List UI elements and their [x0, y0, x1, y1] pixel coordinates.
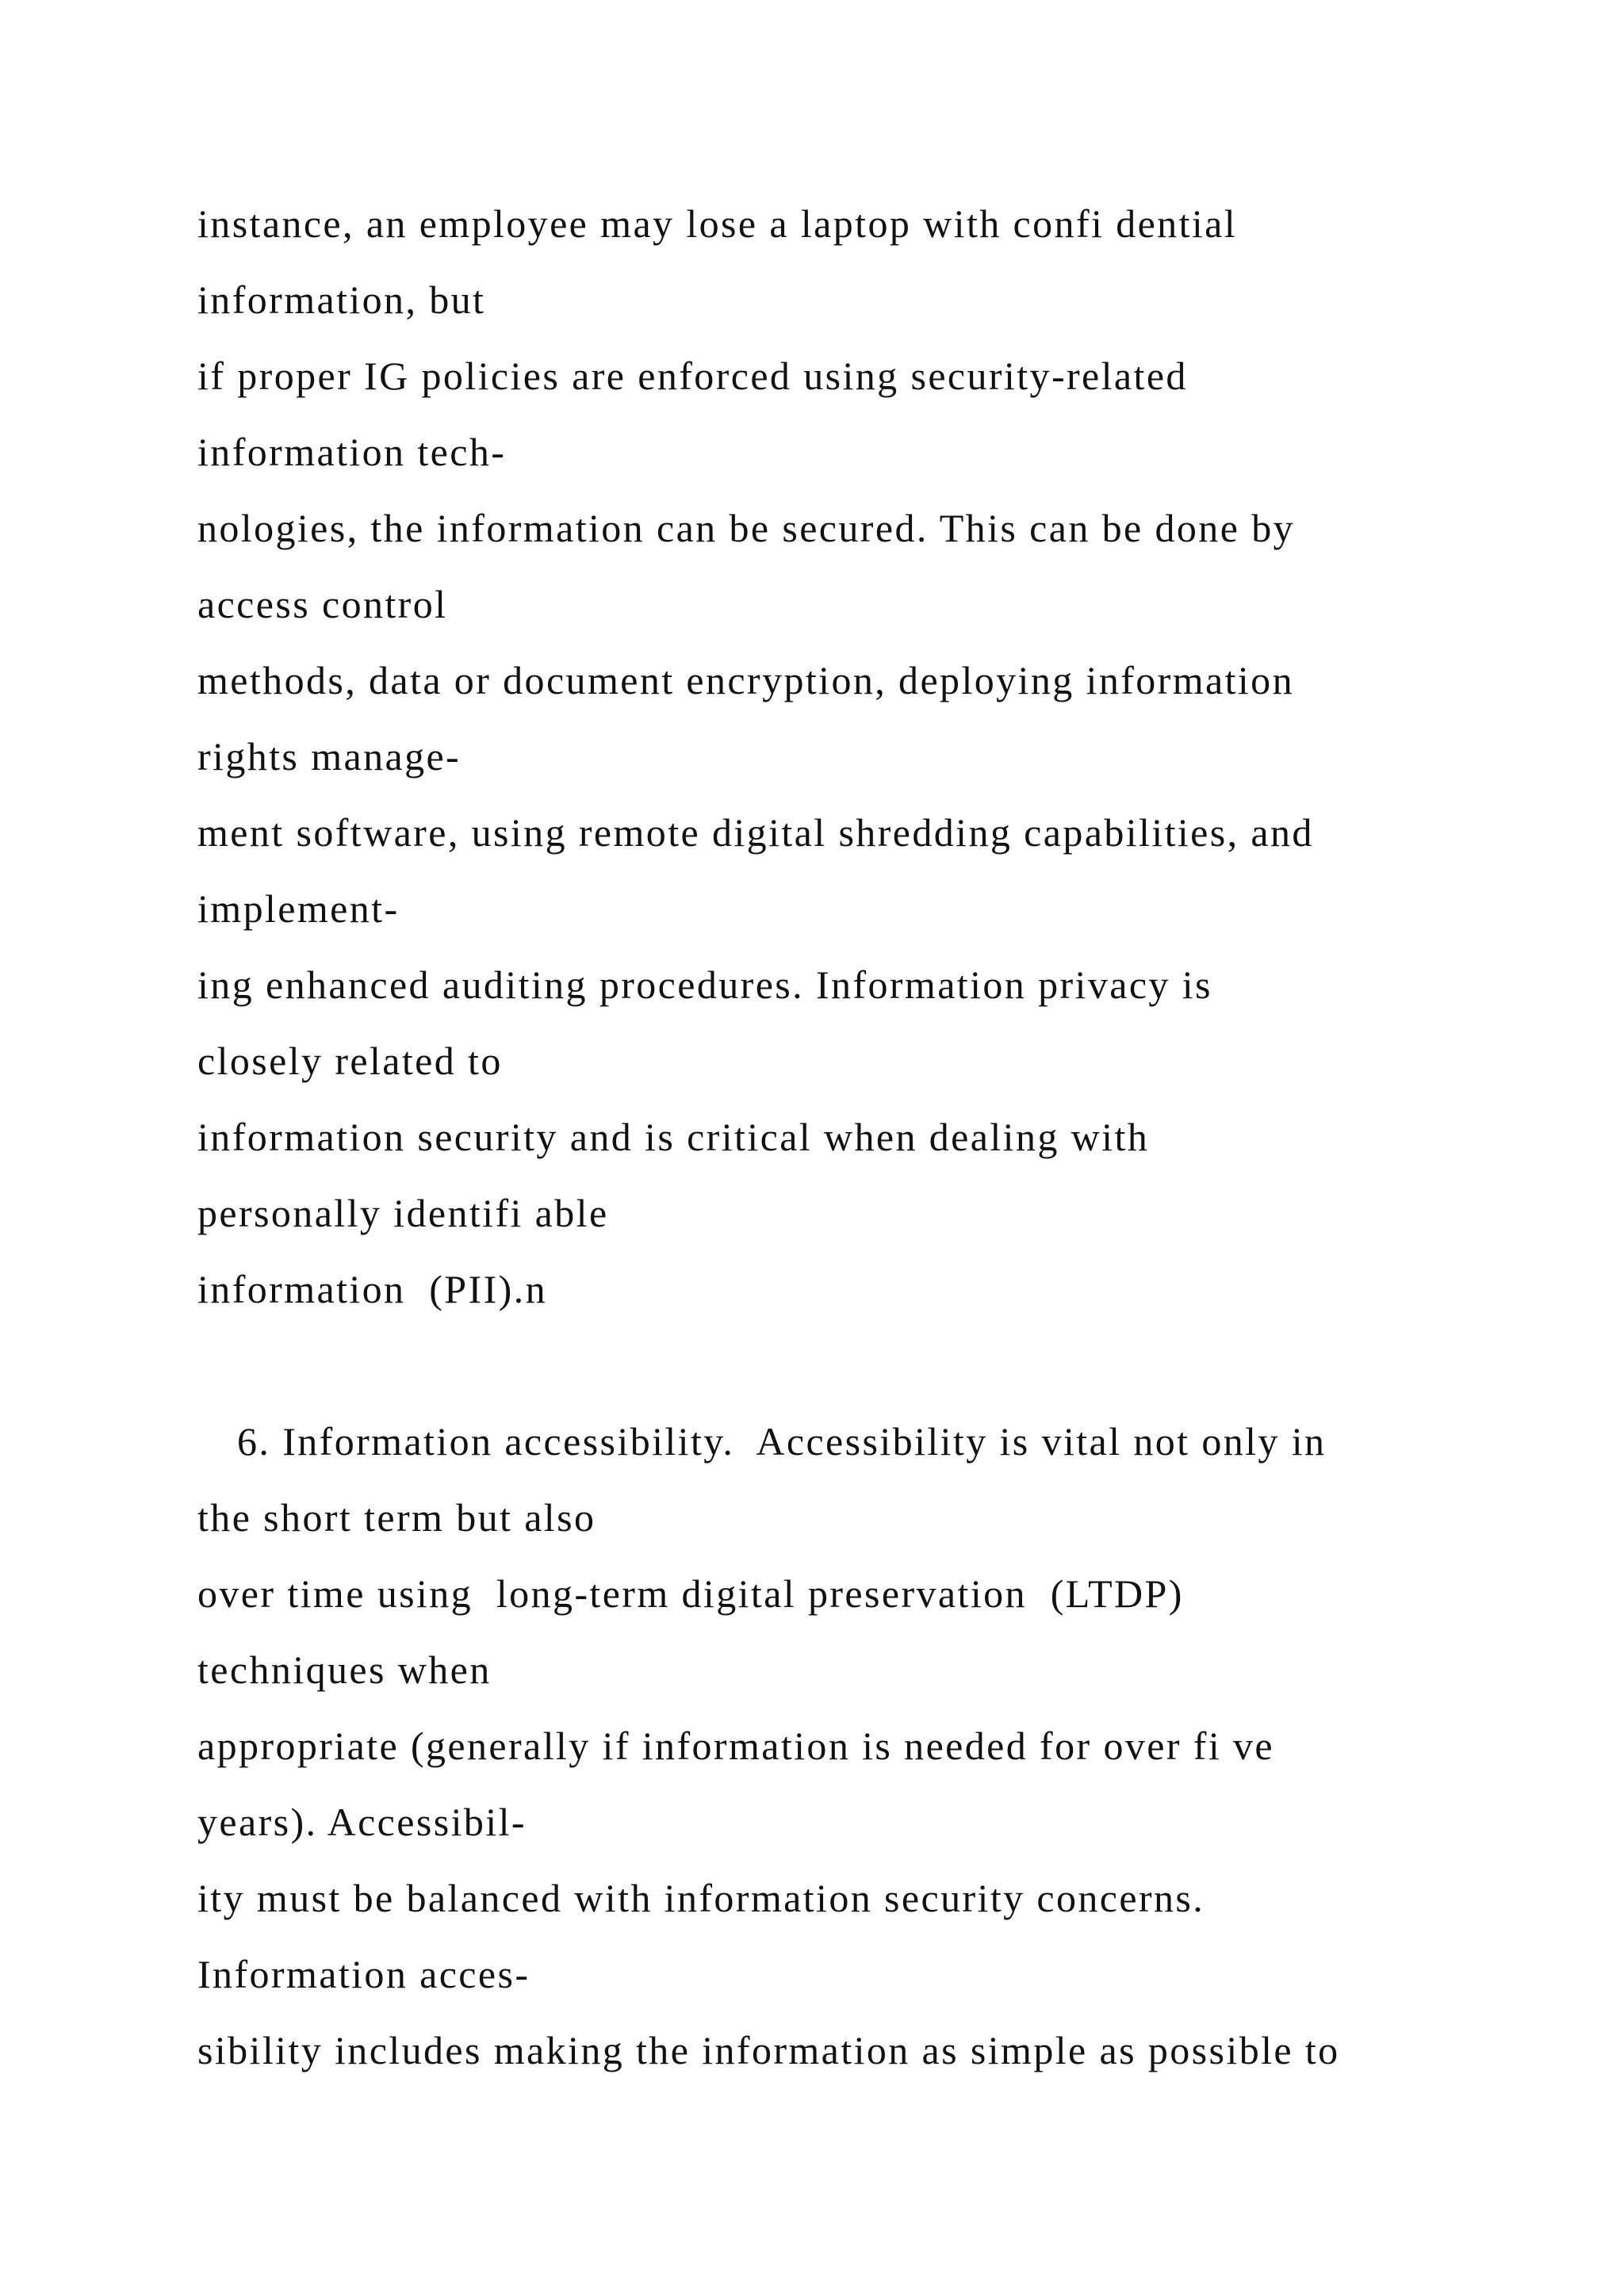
- text-line: appropriate (generally if information is needed for over fi ve: [197, 1724, 1275, 1768]
- text-line: ity must be balanced with information security concerns.: [197, 1876, 1205, 1920]
- body-text: [197, 186, 1545, 2088]
- text-line: ment software, using remote digital shredding capabilities, and: [197, 810, 1314, 855]
- text-line: closely related to: [197, 1039, 503, 1083]
- paragraph-gap: [197, 1327, 1545, 1403]
- list-item-heading-line: 6. Information accessibility. Accessibility is vital not only in: [237, 1419, 1327, 1464]
- text-line: nologies, the information can be secured. This can be done by: [197, 506, 1295, 550]
- text-line: ing enhanced auditing procedures. Information privacy is: [197, 962, 1212, 1007]
- text-line: techniques when: [197, 1647, 492, 1692]
- text-line: personally identifi able: [197, 1191, 609, 1235]
- text-line: information, but: [197, 277, 486, 322]
- text-line: Information acces-: [197, 1952, 530, 1996]
- text-line: the short term but also: [197, 1495, 596, 1540]
- text-line: over time using long-term digital preservation (LTDP): [197, 1571, 1184, 1616]
- text-line: methods, data or document encryption, deploying information: [197, 658, 1294, 702]
- text-line: implement-: [197, 886, 400, 931]
- text-line: if proper IG policies are enforced using security-related: [197, 354, 1188, 398]
- text-line: information tech-: [197, 430, 507, 474]
- text-line: rights manage-: [197, 734, 462, 779]
- text-line: information security and is critical when dealing with: [197, 1115, 1150, 1159]
- text-line: years). Accessibil-: [197, 1800, 527, 1844]
- text-line: sibility includes making the information as simple as possible to: [197, 2028, 1340, 2072]
- text-line: information (PII).n: [197, 1267, 547, 1311]
- text-line: instance, an employee may lose a laptop with confi dential: [197, 201, 1238, 246]
- text-line: access control: [197, 582, 448, 626]
